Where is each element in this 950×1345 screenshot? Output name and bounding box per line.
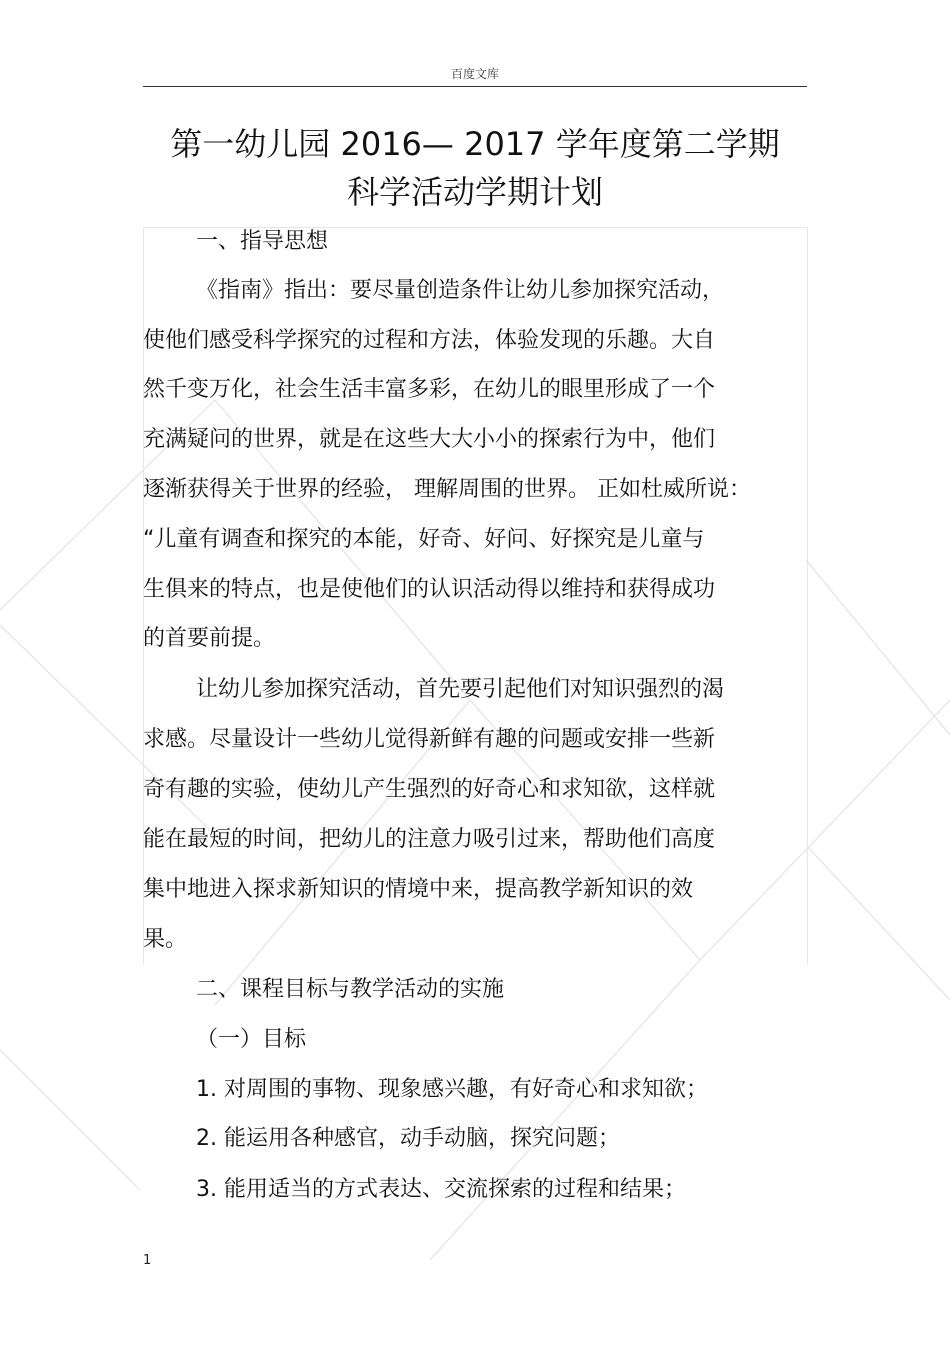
paragraph1-line: 使他们感受科学探究的过程和方法，体验发现的乐趣。大自 <box>143 328 716 353</box>
paragraph1-line: 然千变万化，社会生活丰富多彩，在幼儿的眼里形成了一个 <box>143 377 716 402</box>
paragraph2-line: 集中地进入探求新知识的情境中来，提高教学新知识的效 <box>143 877 694 902</box>
paragraph1-line: 充满疑问的世界，就是在这些大大小小的探索行为中，他们 <box>143 427 716 452</box>
document-title-line-1: 第一幼儿园 2016— 2017 学年度第二学期 <box>170 125 780 163</box>
section1-heading: 一、指导思想 <box>196 229 329 254</box>
header-divider <box>143 86 807 87</box>
paragraph1-line: 生俱来的特点，也是使他们的认识活动得以维持和获得成功 <box>143 577 716 602</box>
paragraph2-line: 能在最短的时间，把幼儿的注意力吸引过来，帮助他们高度 <box>143 827 716 852</box>
page-number: 1 <box>143 1253 152 1268</box>
paragraph2-line: 果。 <box>143 927 188 952</box>
paragraph2-line: 求感。尽量设计一些幼儿觉得新鲜有趣的问题或安排一些新 <box>143 727 716 752</box>
paragraph1-line: 的首要前提。 <box>143 626 276 651</box>
paragraph2-line: 奇有趣的实验，使幼儿产生强烈的好奇心和求知欲，这样就 <box>143 777 716 802</box>
goal-list-item: 2. 能运用各种感官，动手动脑，探究问题； <box>196 1126 620 1151</box>
document-title-line-2: 科学活动学期计划 <box>346 173 603 211</box>
paragraph1-line: 逐渐获得关于世界的经验， 理解周围的世界。 正如杜威所说： <box>143 477 751 502</box>
section2-subheading: （一）目标 <box>196 1027 307 1052</box>
section2-heading: 二、课程目标与教学活动的实施 <box>196 977 505 1002</box>
header-site-name: 百度文库 <box>450 67 499 81</box>
paragraph1-line: 《指南》指出：要尽量创造条件让幼儿参加探究活动， <box>196 278 725 303</box>
paragraph2-line: 让幼儿参加探究活动，首先要引起他们对知识强烈的渴 <box>196 677 725 702</box>
goal-list-item: 1. 对周围的事物、现象感兴趣，有好奇心和求知欲； <box>196 1077 708 1102</box>
paragraph1-line: “儿童有调查和探究的本能，好奇、好问、好探究是儿童与 <box>143 527 705 552</box>
goal-list-item: 3. 能用适当的方式表达、交流探索的过程和结果； <box>196 1177 686 1202</box>
